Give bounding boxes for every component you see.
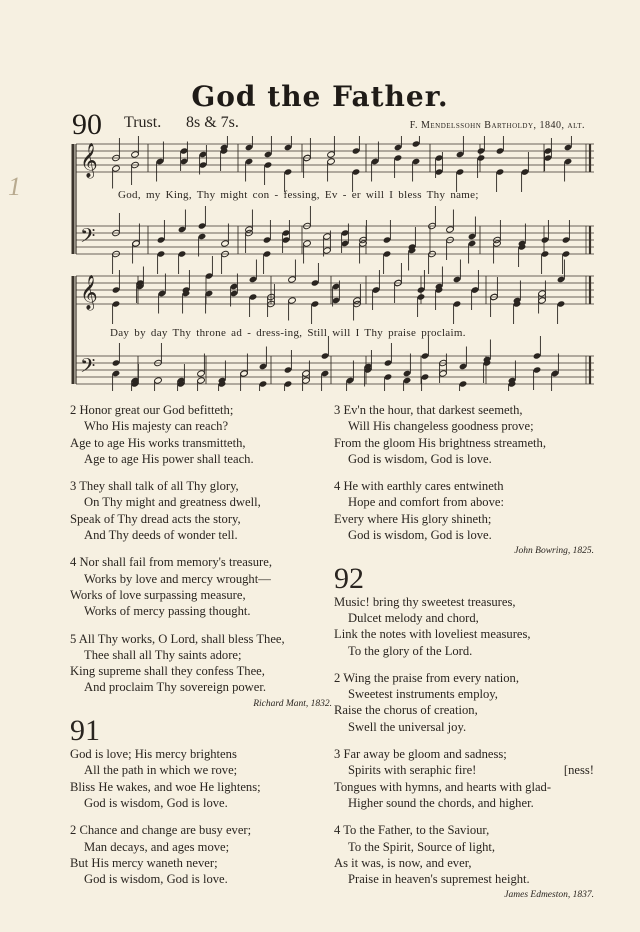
hymn-91-verse-4 — [334, 478, 594, 543]
verse-line: Works by love and mercy wrought— — [84, 571, 271, 586]
hymn-90-composer: F. Mendelssohn Bartholdy, 1840, alt. — [409, 120, 585, 131]
verse-line: Music! bring thy sweetest treasures, — [334, 594, 516, 609]
verse-line: 3 Ev'n the hour, that darkest seemeth, — [334, 403, 523, 417]
verse-line: Hope and comfort from above: — [348, 495, 504, 510]
verse-line: From the gloom His brightness streameth, — [334, 435, 546, 450]
verse-line — [334, 762, 594, 778]
verse-line: Swell the universal joy. — [348, 719, 467, 734]
right-column — [334, 402, 594, 908]
hymn-92-author: James Edmeston, 1837. — [504, 890, 594, 901]
verse-line: Praise in heaven's supremest height. — [348, 872, 530, 887]
hymn-90-number: 90 — [72, 108, 102, 141]
verse-line: Thee shall all Thy saints adore; — [84, 647, 242, 662]
verse-line: As it was, is now, and ever, — [334, 855, 472, 870]
hymn-90-lyric-line-2: Day by day Thy throne ad - dress-ing, Still will I Thy praise proclaim. — [110, 327, 466, 339]
hymn-92-verse-4 — [334, 822, 594, 887]
verse-line: On Thy might and greatness dwell, — [84, 495, 261, 510]
verse-line: Sweetest instruments employ, — [348, 687, 498, 702]
verse-line: 3 Far away be gloom and sadness; — [334, 747, 507, 762]
verse-line: Higher sound the chords, and higher. — [348, 795, 534, 810]
verse-line: Link the notes with loveliest measures, — [334, 627, 531, 642]
hymn-92-verse-3 — [334, 746, 594, 811]
hymn-91-number: 91 — [70, 714, 100, 748]
verse-line: God is wisdom, God is love. — [348, 451, 492, 466]
verse-line: Age to age His works transmitteth, — [70, 435, 246, 450]
hymn-92-number: 92 — [334, 561, 364, 595]
hymn-91-author: John Bowring, 1825. — [514, 546, 594, 557]
verse-line: To the Spirit, Source of light, — [348, 839, 496, 854]
hymn-91-verse-2 — [70, 822, 332, 887]
verse-line: 2 Wing the praise from every nation, — [334, 670, 519, 685]
left-column — [70, 402, 332, 898]
hymn-90-author: Richard Mant, 1832. — [253, 698, 332, 709]
treble-clef-icon: 𝄞 — [80, 275, 98, 310]
verse-line: Every where His glory shineth; — [334, 511, 492, 526]
verse-line: King supreme shall they confess Thee, — [70, 664, 265, 679]
hymn-90-verse-5 — [70, 631, 332, 696]
hymn-91-verse-1 — [70, 746, 332, 811]
bass-clef-icon: 𝄢 — [80, 224, 96, 252]
bass-clef-icon: 𝄢 — [80, 354, 96, 382]
verse-line: Bliss He wakes, and woe He lightens; — [70, 779, 261, 794]
verse-line: 2 Chance and change are busy ever; — [70, 823, 252, 838]
hymn-92-verse-1 — [334, 594, 594, 659]
verse-line-overflow: [ness! — [563, 763, 594, 778]
hymn-91-verse-3 — [334, 402, 594, 467]
hymn-90-verse-3 — [70, 478, 332, 543]
hymn-90-lyric-line-1: God, my King, Thy might con - fessing, Ev - er will I bless Thy name; — [118, 189, 479, 201]
treble-clef-icon: 𝄞 — [80, 143, 98, 178]
verse-line: And Thy deeds of wonder tell. — [84, 528, 238, 543]
verse-line: Works of mercy passing thought. — [84, 604, 251, 619]
margin-pencil-mark: 1 — [8, 172, 21, 201]
verse-line: 4 To the Father, to the Saviour, — [334, 823, 490, 838]
hymn-90-music-score — [66, 136, 596, 391]
verse-line: God is wisdom, God is love. — [348, 528, 492, 543]
verse-line: 4 Nor shall fail from memory's treasure, — [70, 555, 272, 570]
verse-line: All the path in which we rove; — [84, 763, 238, 778]
verse-line: Will His changeless goodness prove; — [348, 419, 534, 434]
verse-line: And proclaim Thy sovereign power. — [84, 680, 266, 695]
verse-line: Who His majesty can reach? — [84, 419, 229, 434]
verse-line: Works of love surpassing measure, — [70, 587, 246, 602]
verse-line: To the glory of the Lord. — [348, 643, 473, 658]
verse-line: God is wisdom, God is love. — [84, 795, 228, 810]
verse-line: 2 Honor great our God befitteth; — [70, 403, 234, 417]
verse-line: God is love; His mercy brightens — [70, 747, 237, 762]
verse-line: Dulcet melody and chord, — [348, 610, 479, 625]
page-heading: God the Father. — [191, 80, 449, 113]
hymn-90-meter: 8s & 7s. — [186, 114, 239, 131]
hymn-90-verse-2 — [70, 402, 332, 467]
hymn-92-verse-2 — [334, 670, 594, 735]
verse-line: 5 All Thy works, O Lord, shall bless Thee, — [70, 631, 285, 646]
verse-line: Age to age His power shall teach. — [84, 451, 254, 466]
verse-line: Raise the chorus of creation, — [334, 703, 478, 718]
hymn-90-tune-name: Trust. — [124, 114, 162, 131]
verse-line: 4 He with earthly cares entwineth — [334, 479, 504, 494]
verse-line: Speak of Thy dread acts the story, — [70, 511, 241, 526]
verse-line: But His mercy waneth never; — [70, 855, 218, 870]
verse-line: Man decays, and ages move; — [84, 839, 230, 854]
hymn-90-verse-4 — [70, 554, 332, 619]
verse-line-part: Spirits with seraphic fire! — [348, 763, 477, 778]
verse-line: God is wisdom, God is love. — [84, 872, 228, 887]
verse-line: Tongues with hymns, and hearts with glad- — [334, 779, 552, 794]
verse-line: 3 They shall talk of all Thy glory, — [70, 479, 239, 494]
